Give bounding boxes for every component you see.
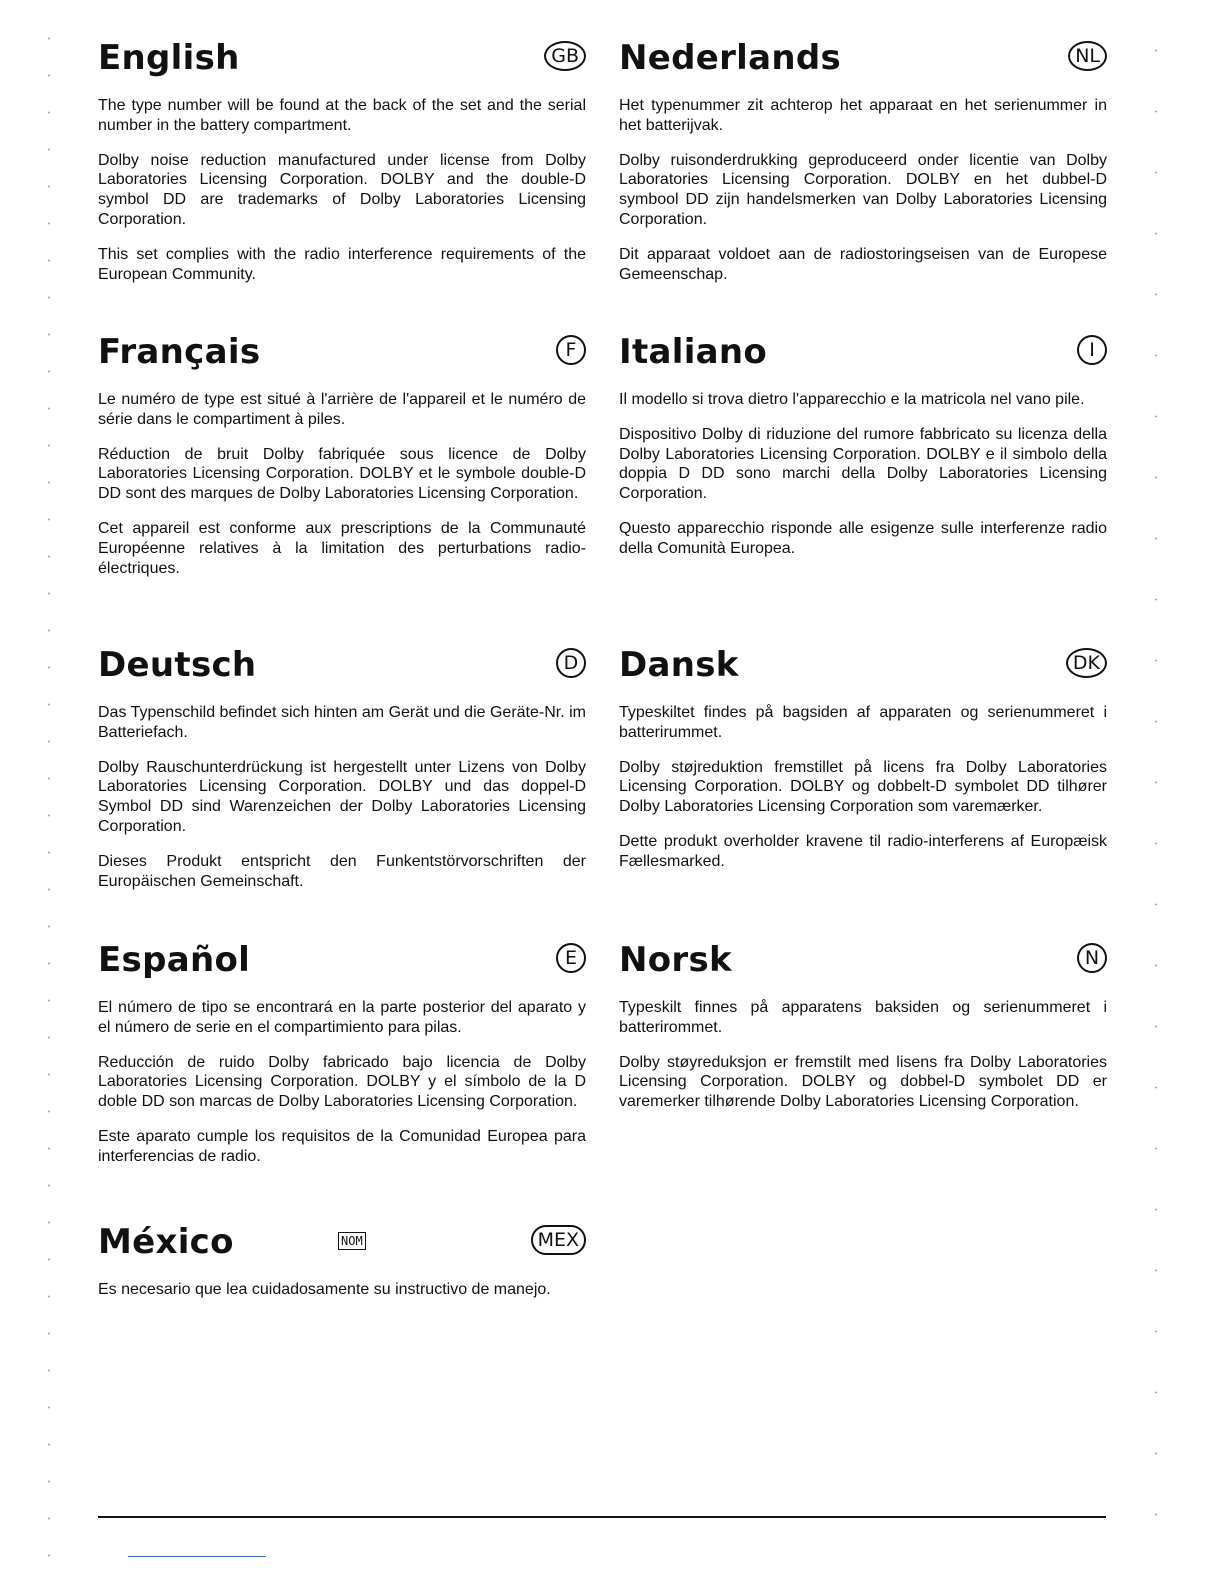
section-italiano (619, 332, 1107, 574)
paragraph: Typeskiltet findes på bagsiden af apparaten og serienummeret i batterirummet. (619, 704, 1107, 741)
section-header (619, 940, 1107, 984)
paragraph: Il modello si trova dietro l'apparecchio e la matricola nel vano pile. (619, 391, 1085, 408)
footer-rule (98, 1516, 1106, 1518)
nom-certification-mark: NOM (338, 1232, 366, 1250)
section-header (619, 645, 1107, 689)
paragraph: Dieses Produkt entspricht den Funkentstörvorschriften der Europäischen Gemeinschaft. (98, 852, 586, 890)
section-header (619, 332, 1107, 376)
section-deutsch (98, 645, 586, 906)
paragraph: This set complies with the radio interference requirements of the European Community. (98, 245, 586, 283)
section-header (98, 38, 586, 82)
paragraph: Este aparato cumple los requisitos de la Comunidad Europea para interferencias de radio. (98, 1127, 586, 1165)
country-code-badge: N (1077, 943, 1107, 973)
paragraph: Dolby støyreduksjon er fremstilt med lisens fra Dolby Laboratories Licensing Corporation. DOLBY og dobbel-D symbolet DD er varemerker tilhørende Dolby Laboratories Licensing Corporation. (619, 1053, 1107, 1111)
section-title: México (98, 1222, 234, 1262)
section-title: Dansk (619, 645, 739, 685)
scan-edge-left (44, 20, 54, 1560)
section-header (619, 38, 1107, 82)
section-english (98, 38, 586, 299)
section-title: Français (98, 332, 261, 372)
paragraph: Dette produkt overholder kravene til radio-interferens af Europæisk Fællesmarked. (619, 832, 1107, 870)
paragraph: Dolby noise reduction manufactured under license from Dolby Laboratories Licensing Corporation. DOLBY and the double-D symbol DD are trademarks of Dolby Laboratories Licensing Corporation. (98, 151, 586, 228)
paragraph: Réduction de bruit Dolby fabriquée sous licence de Dolby Laboratories Licensing Corporation. DOLBY et le symbole double-D DD sont des marques de Dolby Laboratories Licensing Corporation. (98, 445, 586, 503)
country-code-badge: D (556, 648, 586, 678)
section-header (98, 1222, 586, 1266)
paragraph: Typeskilt finnes på apparatens baksiden og serienummeret i batterirommet. (619, 999, 1107, 1036)
paragraph: Reducción de ruido Dolby fabricado bajo licencia de Dolby Laboratories Licensing Corporation. DOLBY y el símbolo de la D doble DD son marcas de Dolby Laboratories Licensing Corporation. (98, 1053, 586, 1111)
scan-edge-right (1150, 20, 1160, 1560)
bottom-edge-mark (128, 1556, 266, 1557)
paragraph: Questo apparecchio risponde alle esigenze sulle interferenze radio della Comunità Europea. (619, 519, 1107, 557)
paragraph: Dolby Rauschunterdrückung ist hergestellt unter Lizens von Dolby Laboratories Licensing Corporation. DOLBY und das doppel-D Symbol DD sind Warenzeichen der Dolby Laboratories Licensing Corporation. (98, 758, 586, 835)
paragraph: Dispositivo Dolby di riduzione del rumore fabbricato su licenza della Dolby Laboratories Licensing Corporation. DOLBY e il simbolo della doppia D DD sono marchi della Dolby Laboratories Licensing Corporation. (619, 425, 1107, 503)
section-francais (98, 332, 586, 593)
country-code-badge: GB (544, 41, 586, 71)
country-code-badge: E (556, 943, 586, 973)
country-code-badge: MEX (531, 1225, 586, 1255)
section-title: Norsk (619, 940, 732, 980)
section-header (98, 332, 586, 376)
paragraph: Het typenummer zit achterop het apparaat en het serienummer in het batterijvak. (619, 97, 1107, 134)
paragraph: The type number will be found at the back of the set and the serial number in the battery compartment. (98, 97, 586, 134)
paragraph: Dolby støjreduktion fremstillet på licens fra Dolby Laboratories Licensing Corporation. DOLBY og dobbelt-D symbolet DD tilhører Dolby Laboratories Licensing Corporation som varemærker. (619, 758, 1107, 816)
paragraph: Cet appareil est conforme aux prescriptions de la Communauté Européenne relatives à la limitation des perturbations radio-électriques. (98, 519, 586, 577)
paragraph: Le numéro de type est situé à l'arrière de l'appareil et le numéro de série dans le compartiment à piles. (98, 391, 586, 428)
section-nederlands (619, 38, 1107, 299)
section-dansk (619, 645, 1107, 887)
country-code-badge: I (1077, 335, 1107, 365)
paragraph: El número de tipo se encontrará en la parte posterior del aparato y el número de serie en el compartimiento para pilas. (98, 999, 586, 1036)
section-title: Italiano (619, 332, 768, 372)
section-header (98, 645, 586, 689)
section-espanol (98, 940, 586, 1182)
paragraph: Dit apparaat voldoet aan de radiostoringseisen van de Europese Gemeenschap. (619, 245, 1107, 283)
section-norsk (619, 940, 1107, 1127)
section-header (98, 940, 586, 984)
section-title: Español (98, 940, 251, 980)
paragraph: Es necesario que lea cuidadosamente su instructivo de manejo. (98, 1281, 551, 1298)
section-title: Deutsch (98, 645, 257, 685)
country-code-badge: F (556, 335, 586, 365)
country-code-badge: NL (1068, 41, 1107, 71)
paragraph: Das Typenschild befindet sich hinten am Gerät und die Geräte-Nr. im Batteriefach. (98, 704, 586, 741)
section-mexico (98, 1222, 586, 1315)
section-title: English (98, 38, 240, 78)
section-title: Nederlands (619, 38, 842, 78)
paragraph: Dolby ruisonderdrukking geproduceerd onder licentie van Dolby Laboratories Licensing Corporation. DOLBY en het dubbel-D symbool DD zijn handelsmerken van Dolby Laboratories Licensing Corporation. (619, 151, 1107, 228)
country-code-badge: DK (1066, 648, 1107, 678)
